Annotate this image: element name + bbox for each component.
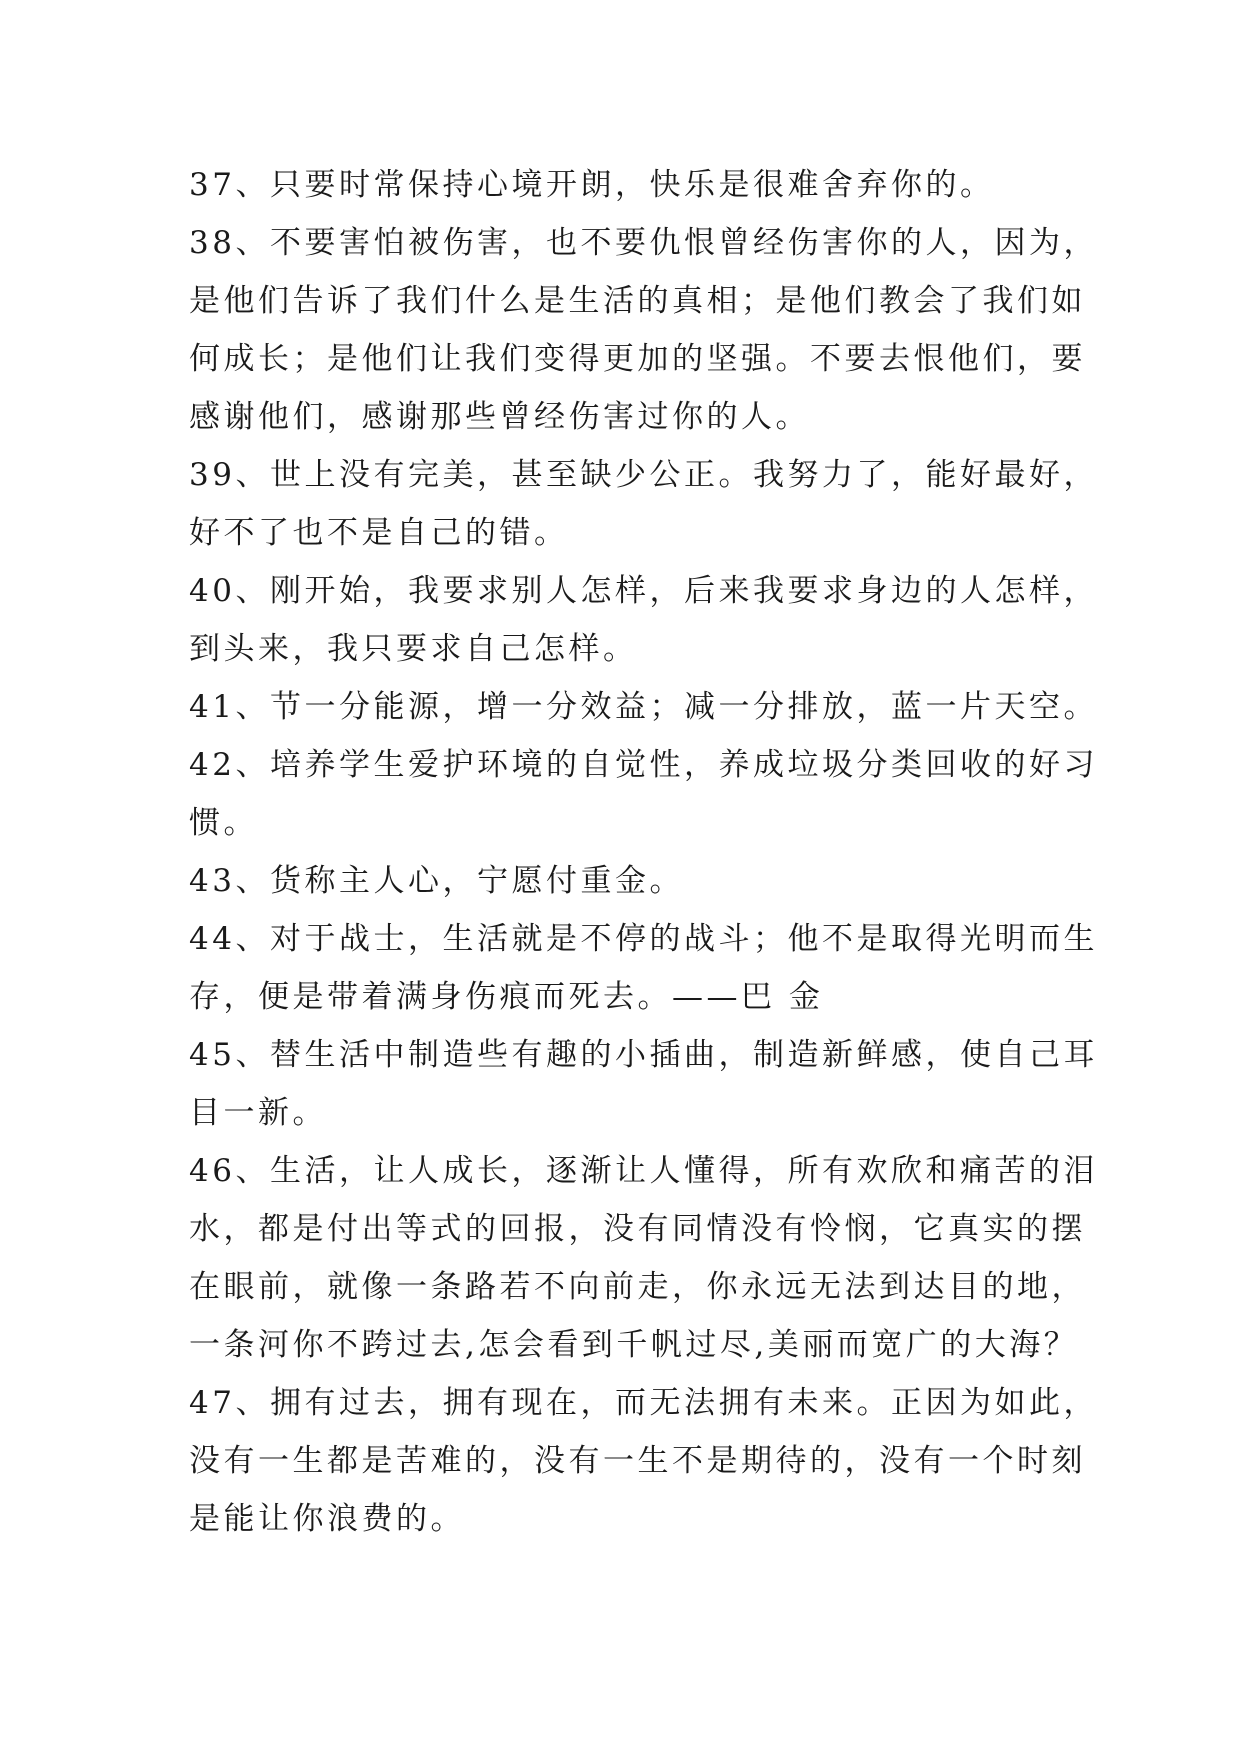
text-line: 39、世上没有完美，甚至缺少公正。我努力了，能好最好， — [189, 457, 1098, 493]
text-line: 42、培养学生爱护环境的自觉性，养成垃圾分类回收的好习 — [189, 747, 1098, 783]
text-line: 在眼前，就像一条路若不向前走，你永远无法到达目的地， — [189, 1269, 1086, 1305]
text-line: 水，都是付出等式的回报，没有同情没有怜悯，它真实的摆 — [189, 1211, 1086, 1247]
text-line: 没有一生都是苦难的，没有一生不是期待的，没有一个时刻 — [189, 1443, 1086, 1479]
text-line: 是他们告诉了我们什么是生活的真相；是他们教会了我们如 — [189, 283, 1086, 319]
text-line: 44、对于战士，生活就是不停的战斗；他不是取得光明而生 — [189, 921, 1098, 957]
text-line: 惯。 — [189, 805, 258, 841]
text-line: 38、不要害怕被伤害，也不要仇恨曾经伤害你的人，因为， — [189, 225, 1098, 261]
text-line: 到头来，我只要求自己怎样。 — [189, 631, 638, 667]
text-line: 40、刚开始，我要求别人怎样，后来我要求身边的人怎样， — [189, 573, 1098, 609]
text-line: 43、货称主人心，宁愿付重金。 — [189, 863, 684, 899]
text-line: 目一新。 — [189, 1095, 327, 1131]
text-line: 46、生活，让人成长，逐渐让人懂得，所有欢欣和痛苦的泪 — [189, 1153, 1098, 1189]
text-line: 37、只要时常保持心境开朗，快乐是很难舍弃你的。 — [189, 167, 995, 203]
text-line: 一条河你不跨过去,怎会看到千帆过尽,美丽而宽广的大海？ — [189, 1327, 1079, 1363]
document-body — [189, 156, 1098, 1548]
text-line: 47、拥有过去，拥有现在，而无法拥有未来。正因为如此， — [189, 1385, 1098, 1421]
text-line: 好不了也不是自己的错。 — [189, 515, 569, 551]
text-line: 是能让你浪费的。 — [189, 1501, 465, 1537]
text-line: 41、节一分能源，增一分效益；减一分排放，蓝一片天空。 — [189, 689, 1098, 725]
text-line: 何成长；是他们让我们变得更加的坚强。不要去恨他们，要 — [189, 341, 1086, 377]
text-line: 存，便是带着满身伤痕而死去。——巴 金 — [189, 979, 824, 1015]
text-line: 感谢他们，感谢那些曾经伤害过你的人。 — [189, 399, 810, 435]
text-line: 45、替生活中制造些有趣的小插曲，制造新鲜感，使自己耳 — [189, 1037, 1098, 1073]
